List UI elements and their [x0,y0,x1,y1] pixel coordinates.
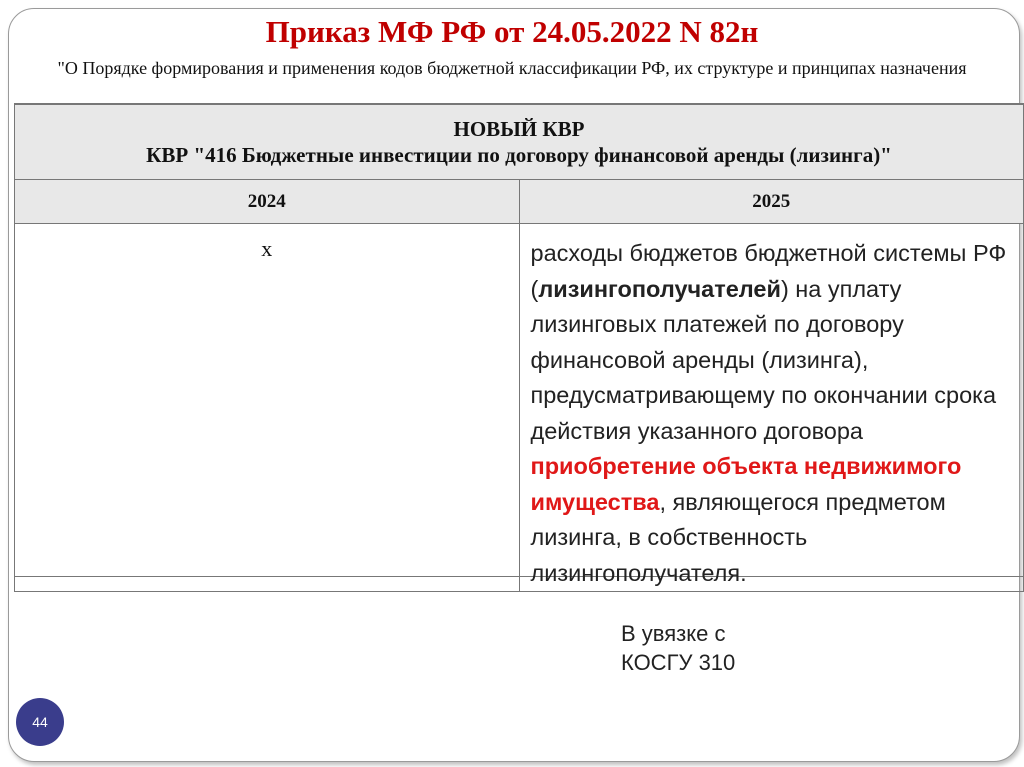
page-title: Приказ МФ РФ от 24.05.2022 N 82н [265,14,759,49]
table-heading-kvr: КВР "416 Бюджетные инвестиции по договору финансовой аренды (лизинга)" [146,143,892,167]
kosgu-note [621,619,735,677]
page-subtitle: "О Порядке формирования и применения кодов бюджетной классификации РФ, их структуре и принципах назначения [57,58,967,78]
desc-text-5: , являющегося предметом лизинга, в собственность лизингополучателя. [530,488,946,586]
kvr-table [14,103,1024,586]
desc-text-highlight: приобретение объекта недвижимого имущества [530,453,962,515]
cell-2025-description [519,224,1024,592]
cell-2024-value: x [15,224,520,592]
desc-text-bold: лизингополучателей [538,275,781,302]
kosgu-note-line1: В увязке с [621,621,726,646]
page-number-badge: 44 [16,698,64,746]
table-heading [15,105,1024,180]
desc-text-3: ) на уплату лизинговых платежей по договору финансовой аренды (лизинга), предусматривающему по окончании срока действия указанного договора [530,275,997,444]
column-header-2025: 2025 [519,180,1024,224]
desc-text-1: расходы бюджетов бюджетной системы РФ ( [530,240,1007,302]
kosgu-note-line2: КОСГУ 310 [621,650,736,675]
column-header-2024: 2024 [15,180,520,224]
table-heading-title: НОВЫЙ КВР [453,117,585,141]
